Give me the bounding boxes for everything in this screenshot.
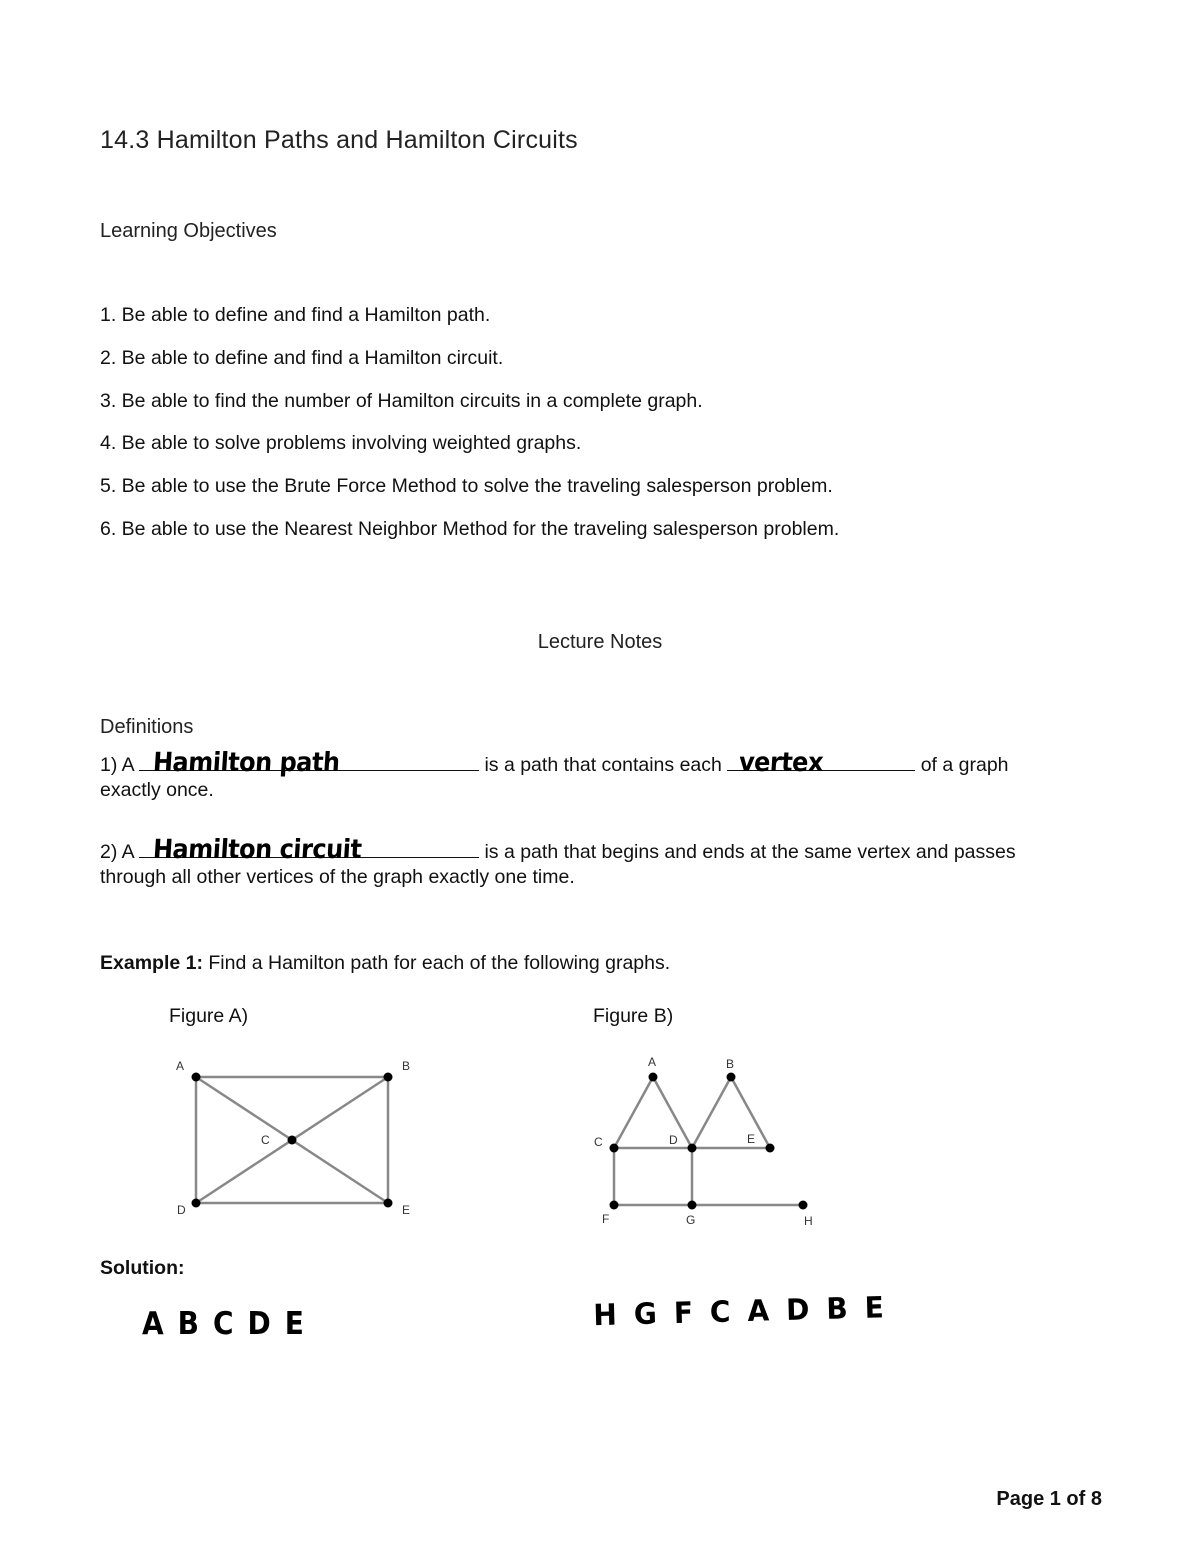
vertex-d [688, 1144, 697, 1153]
objective-item: 1. Be able to define and find a Hamilton path. [100, 304, 491, 326]
solution-label: Solution: [100, 1257, 185, 1279]
def2-blank [139, 833, 479, 865]
example-text: Find a Hamilton path for each of the following graphs. [202, 952, 671, 974]
objective-item: 5. Be able to use the Brute Force Method to solve the traveling salesperson problem. [100, 475, 833, 497]
vertex-a [192, 1073, 201, 1082]
vertex-label-d: D [669, 1133, 678, 1147]
def2-line2: through all other vertices of the graph exactly one time. [100, 866, 575, 888]
lecture-notes-heading: Lecture Notes [537, 631, 663, 653]
figure-a-caption: Figure A) [169, 1005, 249, 1027]
objective-item: 6. Be able to use the Nearest Neighbor Method for the traveling salesperson problem. [100, 518, 840, 540]
def1-middle: is a path that contains each [479, 754, 728, 776]
vertex-h [799, 1201, 808, 1210]
vertex-f [610, 1201, 619, 1210]
vertex-e [766, 1144, 775, 1153]
figure-b-caption: Figure B) [593, 1005, 674, 1027]
handwritten-answer: Hamilton circuit [152, 833, 363, 865]
figure-b-graph [580, 1050, 830, 1235]
handwritten-answer: Hamilton path [152, 746, 341, 778]
vertex-label-e: E [747, 1132, 756, 1146]
def1-line2: exactly once. [100, 779, 214, 801]
vertex-a [649, 1073, 658, 1082]
def2-prefix: 2) A [100, 841, 140, 863]
vertex-label-d: D [177, 1203, 186, 1217]
objective-item: 4. Be able to solve problems involving weighted graphs. [100, 432, 582, 454]
vertex-label-g: G [686, 1213, 696, 1227]
objectives-heading: Learning Objectives [100, 220, 277, 242]
handwritten-answer: vertex [738, 746, 825, 778]
def2-suffix: is a path that begins and ends at the same vertex and passes [479, 841, 1016, 863]
vertex-label-b: B [402, 1059, 411, 1073]
example-label: Example 1: [100, 952, 203, 974]
handwritten-answer-b: HGFCADBE [593, 1289, 902, 1333]
vertex-label-c: C [594, 1135, 603, 1149]
edge-a-c [614, 1077, 653, 1148]
vertex-b [727, 1073, 736, 1082]
vertex-label-a: A [176, 1059, 185, 1073]
def1-suffix: of a graph [915, 754, 1009, 776]
vertex-c [610, 1144, 619, 1153]
vertex-c [288, 1136, 297, 1145]
vertex-label-e: E [402, 1203, 411, 1217]
edge-b-d [692, 1077, 731, 1148]
vertex-g [688, 1201, 697, 1210]
vertex-b [384, 1073, 393, 1082]
page-title: 14.3 Hamilton Paths and Hamilton Circuits [100, 126, 578, 154]
def1-blank-1 [139, 746, 479, 778]
vertex-e [384, 1199, 393, 1208]
definition-2 [100, 835, 1016, 864]
example-1 [100, 952, 670, 975]
vertex-label-a: A [648, 1055, 657, 1069]
def1-blank-2 [727, 746, 915, 778]
page-number: Page 1 of 8 [996, 1488, 1102, 1510]
definition-1 [100, 748, 1009, 777]
vertex-label-b: B [726, 1057, 735, 1071]
objective-item: 3. Be able to find the number of Hamilton circuits in a complete graph. [100, 390, 703, 412]
def1-prefix: 1) A [100, 754, 140, 776]
handwritten-answer-a: ABCDE [142, 1305, 318, 1342]
vertex-label-f: F [602, 1212, 610, 1226]
vertex-label-h: H [804, 1214, 813, 1228]
figure-a-graph [160, 1050, 440, 1225]
definitions-heading: Definitions [100, 716, 194, 738]
objective-item: 2. Be able to define and find a Hamilton circuit. [100, 347, 504, 369]
vertex-d [192, 1199, 201, 1208]
vertex-label-c: C [261, 1133, 270, 1147]
